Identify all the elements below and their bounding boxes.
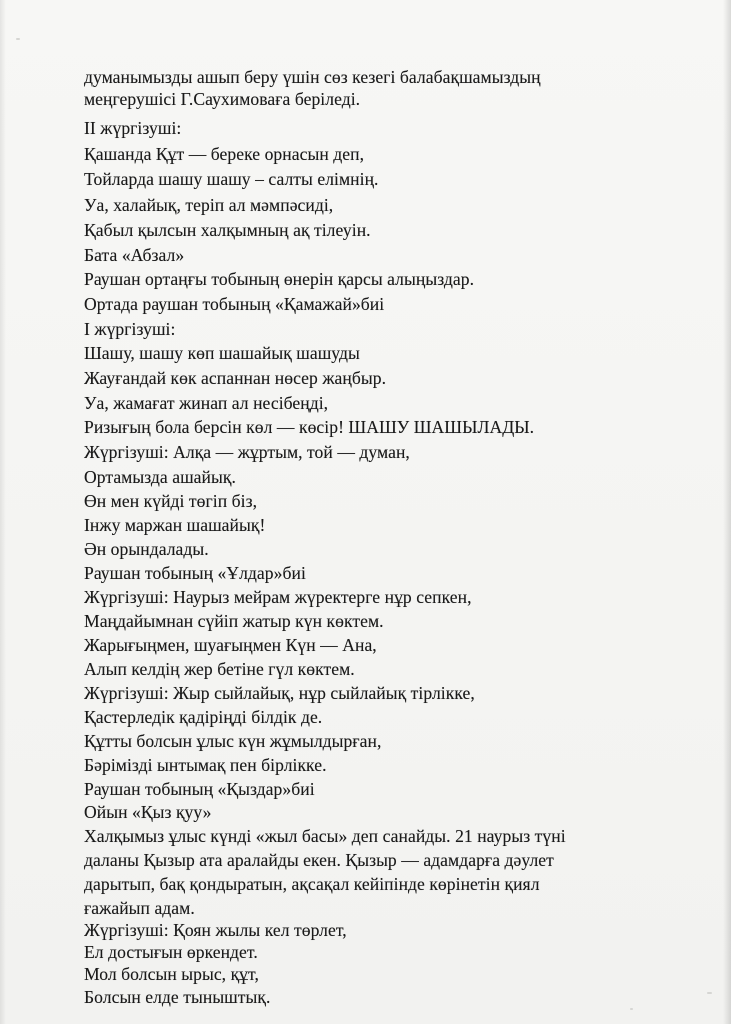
text-line: Болсын елде тыныштық. bbox=[84, 987, 271, 1007]
text-line: даланы Қызыр ата аралайды екен. Қызыр — адамдарға дәулет bbox=[84, 850, 554, 870]
text-line: Жүргізуші: Жыр сыйлайық, нұр сыйлайық тірлікке, bbox=[84, 683, 475, 703]
page-edge-shadow-left bbox=[0, 0, 6, 1024]
text-line: Уа, жамағат жинап ал несібеңді, bbox=[84, 393, 329, 413]
text-line: Жүргізуші: Наурыз мейрам жүректерге нұр сепкен, bbox=[84, 587, 472, 607]
text-line: Ортада раушан тобының «Қамажай»биі bbox=[84, 294, 385, 314]
text-line: думанымызды ашып беру үшін сөз кезегі балабақшамыздың bbox=[84, 67, 541, 87]
text-line: Інжу маржан шашайық! bbox=[84, 515, 266, 535]
text-line: Өн мен күйді төгіп біз, bbox=[84, 491, 258, 511]
text-line: Қастерледік қадіріңді білдік де. bbox=[84, 707, 323, 727]
text-line: Халқымыз ұлыс күнді «жыл басы» деп санайды. 21 наурыз түні bbox=[84, 826, 566, 846]
text-line: Маңдайымнан сүйіп жатыр күн көктем. bbox=[84, 611, 384, 631]
text-line: Тойларда шашу шашу – салты елімнің. bbox=[84, 169, 379, 189]
text-line: ІІ жүргізуші: bbox=[84, 118, 182, 138]
text-line: Ойын «Қыз қуу» bbox=[84, 802, 212, 822]
text-line: Жүргізуші: Қоян жылы кел төрлет, bbox=[84, 920, 347, 940]
text-line: Ел достығын өркендет. bbox=[84, 942, 258, 962]
text-line: меңгерушісі Г.Саухимоваға беріледі. bbox=[84, 89, 361, 109]
text-line: Жарығыңмен, шуағыңмен Күн — Ана, bbox=[84, 635, 377, 655]
page-edge-shadow-right bbox=[723, 0, 731, 1024]
text-line: Қашанда Құт — береке орнасын деп, bbox=[84, 144, 365, 164]
text-line: Уа, халайық, теріп ал мәмпәсиді, bbox=[84, 195, 334, 215]
text-line: Құтты болсын ұлыс күн жұмылдырған, bbox=[84, 731, 382, 751]
text-line: Қабыл қылсын халқымның ақ тілеуін. bbox=[84, 220, 371, 240]
scan-speck bbox=[707, 992, 712, 994]
scan-speck bbox=[630, 1008, 633, 1010]
scan-speck bbox=[16, 38, 20, 40]
text-line: Жауғандай көк аспаннан нөсер жаңбыр. bbox=[84, 368, 387, 388]
text-line: Бата «Абзал» bbox=[84, 245, 185, 265]
text-line: Мол болсын ырыс, құт, bbox=[84, 964, 259, 984]
text-line: Раушан тобының «Қыздар»биі bbox=[84, 779, 315, 799]
text-line: ғажайып адам. bbox=[84, 898, 195, 918]
text-line: дарытып, бақ қондыратын, ақсақал кейіпінде көрінетін қиял bbox=[84, 874, 540, 894]
text-line: Ортамызда ашайық. bbox=[84, 467, 236, 487]
text-line: Раушан тобының «Ұлдар»биі bbox=[84, 563, 306, 583]
text-line: Алып келдің жер бетіне гүл көктем. bbox=[84, 659, 355, 679]
text-line: І жүргізуші: bbox=[84, 319, 176, 339]
text-line: Ризығың бола берсін көл — көсір! ШАШУ ШАШЫЛАДЫ. bbox=[84, 417, 535, 437]
text-line: Раушан ортаңғы тобының өнерін қарсы алыңыздар. bbox=[84, 269, 475, 289]
text-line: Жүргізуші: Алқа — жұртым, той — думан, bbox=[84, 442, 410, 462]
text-line: Ән орындалады. bbox=[84, 539, 209, 559]
text-line: Шашу, шашу көп шашайық шашуды bbox=[84, 343, 360, 363]
text-line: Бәрімізді ынтымақ пен бірлікке. bbox=[84, 755, 327, 775]
